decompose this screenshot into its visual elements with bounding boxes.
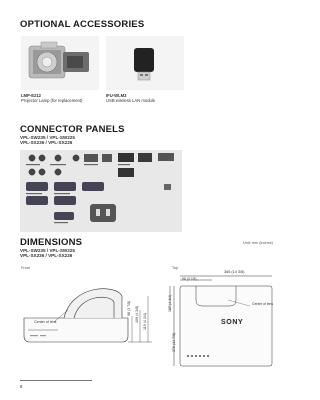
front-dim-h3: 119 (4 3/4) — [143, 312, 147, 330]
dimension-model-line-1: VPL-SW235 / VPL-SW225 — [20, 248, 75, 253]
top-view-label: Top — [172, 266, 179, 270]
front-center-of-lens-label: Center of lens — [34, 320, 57, 324]
connector-model-line-1: VPL-SW235 / VPL-SW225 — [20, 135, 75, 140]
top-dim-left: 98 (3 7/8) — [182, 277, 197, 281]
dimension-models — [20, 248, 75, 259]
wlan-module-image — [106, 36, 184, 90]
accessory-lamp-model: LMP-E212 — [21, 93, 42, 98]
connector-panel-illustration — [20, 150, 182, 232]
connector-models — [20, 135, 75, 146]
accessory-lamp-caption — [21, 93, 82, 103]
footer-divider — [20, 380, 92, 381]
top-dim-side: 107 (4 1/4) — [168, 294, 172, 312]
accessory-wlan-caption — [106, 93, 155, 103]
connector-model-line-2: VPL-SX236 / VPL-SX226 — [20, 140, 73, 146]
lamp-image — [21, 36, 99, 90]
sony-logo: SONY — [221, 319, 244, 326]
front-view-label: Front — [21, 266, 30, 270]
dimension-model-line-2: VPL-SX236 / VPL-SX226 — [20, 253, 73, 259]
accessory-lamp-desc: Projector Lamp (for replacement) — [21, 98, 83, 103]
top-dim-depth: 376 (14 7/8) — [172, 332, 176, 352]
front-dim-h2: 109 (4 3/8) — [135, 305, 139, 323]
page-number: 8 — [20, 384, 23, 389]
unit-note: Unit: mm (inches) — [243, 241, 273, 245]
top-dim-width: 365 (14 3/8) — [224, 270, 245, 274]
top-center-of-lens-label: Center of lens — [252, 302, 274, 306]
section-title-connectors: CONNECTOR PANELS — [20, 124, 125, 135]
section-title-dimensions: DIMENSIONS — [20, 237, 83, 248]
accessory-wlan-model: IFU-WLM3 — [106, 93, 127, 98]
section-title-accessories: OPTIONAL ACCESSORIES — [20, 19, 145, 30]
front-dim-h1: 98 (3 7/8) — [127, 300, 131, 316]
accessory-wlan-desc: USB wireless LAN module — [106, 98, 156, 103]
